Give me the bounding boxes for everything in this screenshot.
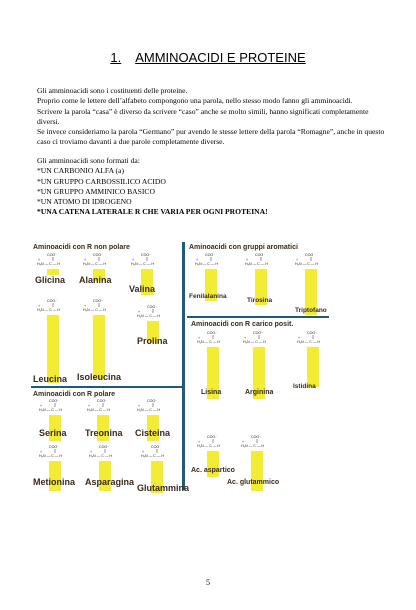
formula-text: COO⁻: [93, 253, 104, 257]
formula-text: +: [244, 336, 247, 340]
intro-line: Se invece consideriamo la parola “Germano” pur avendo le stesse lettere della parola “Romagne”, anche in questo caso ci troviamo davanti a due parole completamente diverse.: [37, 127, 385, 147]
side-chain-highlight: [93, 315, 105, 379]
formula-text: H₃N — C — H: [245, 262, 269, 266]
page-number: 5: [206, 578, 210, 587]
formula-text: +: [242, 440, 245, 444]
divider-horizontal: [31, 386, 182, 388]
divider-horizontal: [187, 316, 329, 318]
amino-acid-name: Alanina: [79, 275, 112, 285]
amino-acid-name: Ac. aspartico: [191, 467, 235, 474]
formula-text: COO⁻: [207, 331, 218, 335]
formula-text: +: [38, 304, 41, 308]
group-heading: Aminoacidi con R non polare: [33, 244, 130, 251]
amino-acid-name: Asparagina: [85, 477, 135, 487]
composition-item: *UN CARBONIO ALFA (a): [37, 166, 124, 176]
amino-acid-name: Istidina: [293, 383, 316, 390]
group-heading: Aminoacidi con R polare: [33, 391, 116, 398]
side-chain-highlight: [307, 347, 319, 387]
formula-text: H₃N — C — H: [83, 262, 107, 266]
amino-acid-name: Treonina: [85, 428, 123, 438]
side-chain-highlight: [47, 315, 59, 383]
formula-text: H₃N — C — H: [295, 262, 319, 266]
amino-acid-structure: [307, 347, 319, 387]
amino-acid-name: Ac. glutammico: [227, 479, 280, 486]
formula-text: +: [296, 258, 299, 262]
formula-text: H₃N — C — H: [37, 308, 61, 312]
formula-text: +: [298, 336, 301, 340]
amino-acid-name: Arginina: [245, 389, 274, 396]
intro-paragraph: [37, 86, 387, 148]
amino-acid-chart: [31, 240, 331, 493]
amino-acid-name: Prolina: [137, 336, 168, 346]
formula-text: H₃N — C — H: [87, 408, 111, 412]
formula-text: H₃N — C — H: [195, 262, 219, 266]
amino-acid-name: Cisteina: [135, 428, 171, 438]
section-title: AMMINOACIDI E PROTEINE: [135, 50, 306, 65]
formula-text: COO⁻: [147, 305, 158, 309]
formula-text: COO⁻: [141, 253, 152, 257]
formula-text: +: [84, 258, 87, 262]
composition-item: *UN ATOMO DI IDROGENO: [37, 197, 132, 207]
composition-list: [37, 156, 387, 218]
amino-acid-name: Lisina: [201, 389, 222, 396]
amino-acid-structure: [47, 315, 59, 383]
amino-acid-name: Glicina: [35, 275, 66, 285]
formula-text: H₃N — C — H: [39, 408, 63, 412]
amino-acid-name: Serina: [39, 428, 67, 438]
formula-text: H₃N — C — H: [89, 454, 113, 458]
formula-text: COO⁻: [151, 445, 162, 449]
formula-text: COO⁻: [305, 253, 316, 257]
formula-text: H₃N — C — H: [243, 340, 267, 344]
formula-text: COO⁻: [307, 331, 318, 335]
intro-line: Gli amminoacidi sono i costituenti delle proteine.: [37, 86, 188, 95]
formula-text: COO⁻: [99, 445, 110, 449]
formula-text: H₃N — C — H: [141, 454, 165, 458]
formula-text: +: [90, 450, 93, 454]
amino-acid-name: Isoleucina: [77, 372, 122, 382]
intro-line: Proprio come le lettere dell’alfabeto compongono una parola, nello stesso modo fanno gli amminoacidi.: [37, 96, 353, 106]
intro-line: Scrivere la parola “casa” è diverso da scrivere “caso” anche se molto simili, hanno significati completamente diversi.: [37, 106, 369, 126]
amino-acid-structure: [93, 315, 105, 379]
group-heading: Aminoacidi con R carico posit.: [191, 321, 294, 328]
formula-text: +: [132, 258, 135, 262]
formula-text: H₃N — C — H: [197, 340, 221, 344]
composition-heading: Gli amminoacidi sono formati da:: [37, 156, 140, 165]
group-heading: Aminoacidi con gruppi aromatici: [189, 244, 298, 251]
amino-acid-name: Tirosina: [247, 297, 273, 304]
formula-text: COO⁻: [93, 299, 104, 303]
formula-text: H₃N — C — H: [137, 314, 161, 318]
formula-text: COO⁻: [49, 445, 60, 449]
formula-text: +: [138, 310, 141, 314]
formula-text: COO⁻: [97, 399, 108, 403]
composition-item: *UN GRUPPO AMMINICO BASICO: [37, 186, 155, 196]
formula-text: +: [142, 450, 145, 454]
formula-text: H₃N — C — H: [137, 408, 161, 412]
formula-text: COO⁻: [205, 253, 216, 257]
formula-text: H₃N — C — H: [131, 262, 155, 266]
amino-acid-name: Triptofano: [295, 307, 327, 314]
formula-text: +: [84, 304, 87, 308]
formula-text: COO⁻: [147, 399, 158, 403]
formula-text: H₃N — C — H: [39, 454, 63, 458]
formula-text: +: [198, 336, 201, 340]
formula-text: +: [196, 258, 199, 262]
amino-acid-name: Leucina: [33, 374, 68, 384]
formula-text: COO⁻: [207, 435, 218, 439]
formula-text: COO⁻: [255, 253, 266, 257]
formula-text: H₃N — C — H: [83, 308, 107, 312]
formula-text: COO⁻: [47, 299, 58, 303]
amino-acid-name: Fenilalanina: [189, 293, 227, 300]
page-title: [0, 50, 416, 65]
formula-text: COO⁻: [253, 331, 264, 335]
composition-item: *UN GRUPPO CARBOSSILICO ACIDO: [37, 176, 166, 186]
amino-acid-name: Glutammina: [137, 483, 190, 493]
formula-text: COO⁻: [47, 253, 58, 257]
formula-text: +: [138, 404, 141, 408]
formula-text: H₃N — C — H: [297, 340, 321, 344]
formula-text: H₃N — C — H: [241, 444, 265, 448]
formula-text: +: [198, 440, 201, 444]
divider-vertical: [182, 242, 185, 490]
formula-text: +: [40, 404, 43, 408]
formula-text: +: [88, 404, 91, 408]
formula-text: H₃N — C — H: [197, 444, 221, 448]
formula-text: COO⁻: [251, 435, 262, 439]
amino-acid-name: Metionina: [33, 477, 75, 487]
formula-text: +: [246, 258, 249, 262]
composition-emphasis: *UNA CATENA LATERALE R CHE VARIA PER OGNI PROTEINA!: [37, 207, 268, 217]
formula-text: +: [38, 258, 41, 262]
formula-text: COO⁻: [49, 399, 60, 403]
section-number: 1.: [110, 50, 122, 65]
amino-acid-name: Valina: [129, 284, 156, 294]
formula-text: H₃N — C — H: [37, 262, 61, 266]
formula-text: +: [40, 450, 43, 454]
